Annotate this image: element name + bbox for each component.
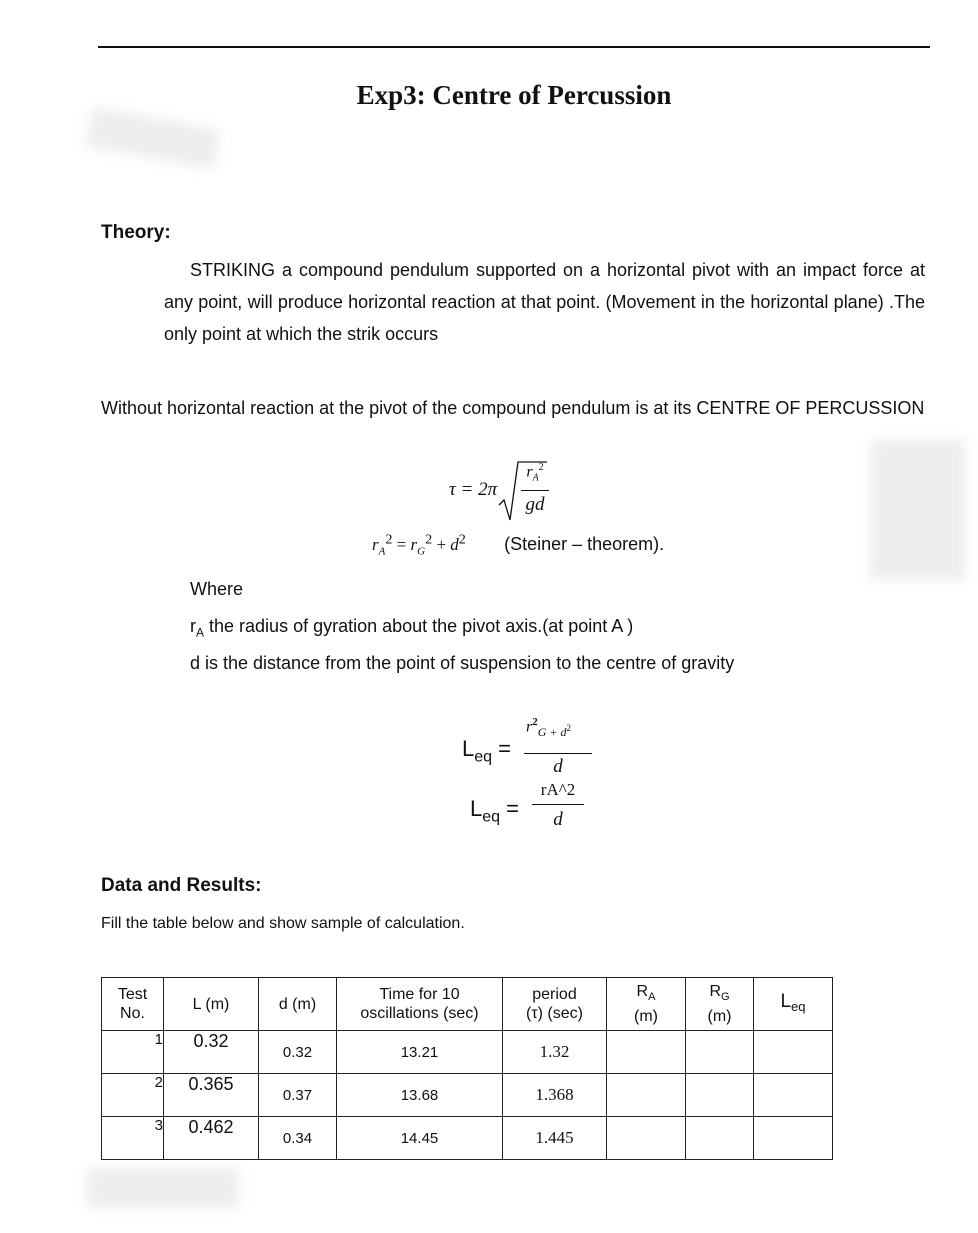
- leq1-num-r: r: [526, 718, 533, 736]
- leq2-numerator: rA^2: [540, 780, 576, 799]
- steiner-note: (Steiner – theorem).: [504, 533, 665, 554]
- header-ra-unit: (m): [634, 1008, 658, 1026]
- table-row: [102, 1031, 833, 1074]
- cell-test: 2: [102, 1074, 164, 1117]
- scan-smudge: [86, 1168, 238, 1208]
- cell-ra-empty[interactable]: [607, 1117, 686, 1160]
- leq1-equals: =: [498, 736, 512, 761]
- header-rg-r: R: [709, 982, 721, 1000]
- header-period: [503, 978, 607, 1031]
- leq-equation-2: [470, 778, 630, 838]
- ra-symbol: r: [190, 616, 196, 636]
- eq2-sup-3: 2: [458, 531, 466, 547]
- header-rg-sub: G: [721, 991, 730, 1004]
- page-title: Exp3: Centre of Percussion: [356, 80, 672, 110]
- header-rg: [686, 978, 754, 1031]
- leq1-numerator: [526, 716, 596, 740]
- eq1-num-sub: A: [532, 472, 539, 484]
- header-rg-unit: (m): [707, 1008, 732, 1026]
- cell-test: 3: [102, 1117, 164, 1160]
- header-test-line2: No.: [120, 1005, 145, 1022]
- eq1-fraction-bar: [521, 490, 549, 491]
- cell-d: 0.34: [259, 1117, 337, 1160]
- cell-time: 13.21: [337, 1031, 503, 1074]
- cell-leq-empty[interactable]: [754, 1031, 833, 1074]
- leq1-num-sub-sup: 2: [566, 722, 571, 733]
- eq2-ra: r: [372, 534, 379, 554]
- cell-time: 14.45: [337, 1117, 503, 1160]
- results-heading: Data and Results:: [101, 875, 262, 896]
- eq2-rg-sub: G: [417, 545, 426, 558]
- steiner-equation: [372, 531, 712, 561]
- period-equation-lhs: τ = 2π: [449, 479, 498, 500]
- ra-symbol-sub: A: [196, 625, 205, 640]
- header-period-line2: (τ) (sec): [526, 1005, 583, 1022]
- table-row: [102, 1074, 833, 1117]
- header-test-line1: Test: [117, 986, 148, 1003]
- top-rule: [98, 46, 930, 48]
- results-table: [101, 977, 833, 1160]
- leq1-fraction-bar: [524, 753, 592, 754]
- cell-rg-empty[interactable]: [686, 1031, 754, 1074]
- cell-ra-empty[interactable]: [607, 1074, 686, 1117]
- theory-paragraph-1: STRIKING a compound pendulum supported on a horizontal pivot with an impact force at any point, will produce horizontal reaction at that point. (Movement in the horizontal plane) .The only point at which the strik occurs: [164, 260, 925, 344]
- eq2-sup-1: 2: [385, 531, 393, 547]
- header-time-line1: Time for 10: [379, 986, 460, 1003]
- header-leq-sub: eq: [791, 999, 806, 1015]
- leq2-l-sub: eq: [482, 808, 501, 826]
- results-instruction: Fill the table below and show sample of calculation.: [101, 915, 465, 932]
- eq1-denominator: gd: [525, 494, 545, 515]
- period-equation: [445, 458, 585, 526]
- eq2-ra-sub: A: [378, 545, 386, 558]
- cell-d: 0.37: [259, 1074, 337, 1117]
- theory-heading: Theory:: [101, 222, 171, 243]
- header-d: d (m): [259, 978, 337, 1031]
- header-period-line1: period: [532, 986, 577, 1003]
- ra-definition: [190, 610, 633, 649]
- header-leq-l: L: [780, 990, 792, 1012]
- cell-l: 0.365: [164, 1074, 259, 1117]
- cell-l: 0.32: [164, 1031, 259, 1074]
- header-time: [337, 978, 503, 1031]
- eq2-sup-2: 2: [425, 531, 433, 547]
- scan-smudge: [86, 107, 221, 169]
- eq2-d: d: [450, 534, 459, 554]
- eq2-plus: +: [436, 534, 447, 554]
- leq1-num-sub-text: G + d: [537, 724, 567, 739]
- cell-d: 0.32: [259, 1031, 337, 1074]
- cell-rg-empty[interactable]: [686, 1074, 754, 1117]
- leq1-l: L: [462, 736, 475, 761]
- table-row: [102, 1117, 833, 1160]
- cell-rg-empty[interactable]: [686, 1117, 754, 1160]
- cell-period: 1.445: [503, 1117, 607, 1160]
- header-ra-sub: A: [648, 991, 656, 1004]
- theory-paragraph-2: Without horizontal reaction at the pivot of the compound pendulum is at its CENTRE OF PERCUSSION: [101, 398, 925, 418]
- eq1-num-sup: 2: [538, 462, 544, 473]
- cell-leq-empty[interactable]: [754, 1117, 833, 1160]
- where-label: Where: [190, 579, 244, 599]
- leq1-lhs: [462, 736, 511, 766]
- period-equation-numerator: [521, 462, 549, 484]
- header-leq: [754, 978, 833, 1031]
- cell-time: 13.68: [337, 1074, 503, 1117]
- leq-equation-1: [462, 716, 622, 780]
- leq2-lhs: [470, 796, 519, 826]
- cell-period: 1.368: [503, 1074, 607, 1117]
- header-test-no: [102, 978, 164, 1031]
- leq2-fraction-bar: [532, 804, 584, 805]
- leq2-l: L: [470, 796, 483, 821]
- table-header-row: [102, 978, 833, 1031]
- cell-leq-empty[interactable]: [754, 1074, 833, 1117]
- leq2-equals: =: [506, 796, 520, 821]
- cell-l: 0.462: [164, 1117, 259, 1160]
- header-ra-r: R: [636, 982, 649, 1000]
- eq2-rg: r: [410, 534, 418, 554]
- cell-test: 1: [102, 1031, 164, 1074]
- cell-ra-empty[interactable]: [607, 1031, 686, 1074]
- leq1-denominator: d: [553, 756, 563, 777]
- eq1-num-base: r: [526, 463, 533, 481]
- scan-smudge: [870, 440, 965, 580]
- d-definition: d is the distance from the point of suspension to the centre of gravity: [190, 653, 735, 673]
- leq2-denominator: d: [553, 809, 563, 830]
- header-time-line2: oscillations (sec): [360, 1005, 479, 1022]
- leq1-num-sup: 2: [532, 716, 538, 728]
- leq1-num-sub: [537, 722, 571, 739]
- eq2-equals: =: [396, 534, 407, 554]
- header-ra: [607, 978, 686, 1031]
- cell-period: 1.32: [503, 1031, 607, 1074]
- ra-description: the radius of gyration about the pivot axis.(at point A ): [204, 616, 634, 636]
- leq1-l-sub: eq: [474, 748, 493, 766]
- header-l: L (m): [164, 978, 259, 1031]
